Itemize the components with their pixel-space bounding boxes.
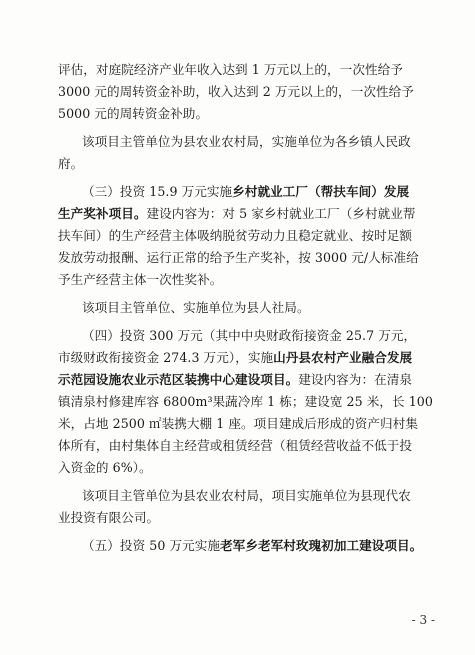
text-line: 该项目主管单位为县农业农村局，实施单位为各乡镇人民政 [82, 134, 411, 149]
text-line: 体所有，由村集体自主经营或租赁经营（租赁经营收益不低于投 [58, 438, 413, 453]
text-line: 5000 元的周转资金补助。 [58, 106, 209, 121]
text-line: 该项目主管单位、实施单位为县人社局。 [82, 300, 310, 315]
project-title: 乡村就业工厂（帮扶车间）发展 [232, 184, 410, 199]
text-line: 发放劳动报酬、运行正常的给予生产奖补，按 3000 元/人标准给 [58, 250, 419, 265]
text-line [58, 206, 428, 228]
text-span: 市级财政衔接资金 274.3 万元），实施 [58, 350, 274, 365]
text-span: （五）投资 50 万元实施 [82, 538, 221, 553]
text-line: 3000 元的周转资金补助，收入达到 2 万元以上的，一次性给予 [58, 84, 414, 99]
text-span: （三）投资 15.9 万元实施 [82, 184, 233, 199]
project-title: 老军乡老军村玫瑰初加工建设项目。 [220, 538, 423, 553]
text-line: 入资金的 6%）。 [58, 460, 152, 475]
text-line: （四）投资 300 万元（其中中央财政衔接资金 25.7 万元， [82, 328, 417, 343]
project-title: 山丹县农村产业融合发展 [273, 350, 413, 365]
text-line [58, 372, 428, 394]
project-title: 示范园设施农业示范区装携中心建设项目。 [58, 372, 299, 387]
project-title: 生产奖补项目。 [58, 206, 147, 221]
text-line: 评估，对庭院经济产业年收入达到 1 万元以上的，一次性给予 [58, 62, 403, 77]
document-body [58, 62, 433, 560]
text-line [58, 350, 428, 372]
page-number: - 3 - [411, 613, 435, 627]
text-line [58, 538, 428, 560]
text-line: 米，占地 2500 ㎡装携大棚 1 座。项目建成后形成的资产归村集 [58, 416, 418, 431]
text-line: 府。 [58, 156, 84, 171]
text-line: 该项目主管单位为县农业农村局，项目实施单位为县现代农 [82, 488, 411, 503]
text-line: 扶车间）的生产经营主体吸纳脱贫劳动力且稳定就业、按时足额 [58, 228, 413, 243]
text-line [58, 184, 428, 206]
text-span: 建设内容为：对 5 家乡村就业工厂（乡村就业帮 [146, 206, 416, 221]
text-line: 予生产经营主体一次性奖补。 [58, 272, 223, 287]
text-span: 建设内容为：在清泉 [298, 372, 413, 387]
text-line: 业投资有限公司。 [58, 510, 160, 525]
text-line: 镇清泉村修建库容 6800m³果蔬冷库 1 栋；建设宽 25 米，长 100 [58, 394, 433, 409]
